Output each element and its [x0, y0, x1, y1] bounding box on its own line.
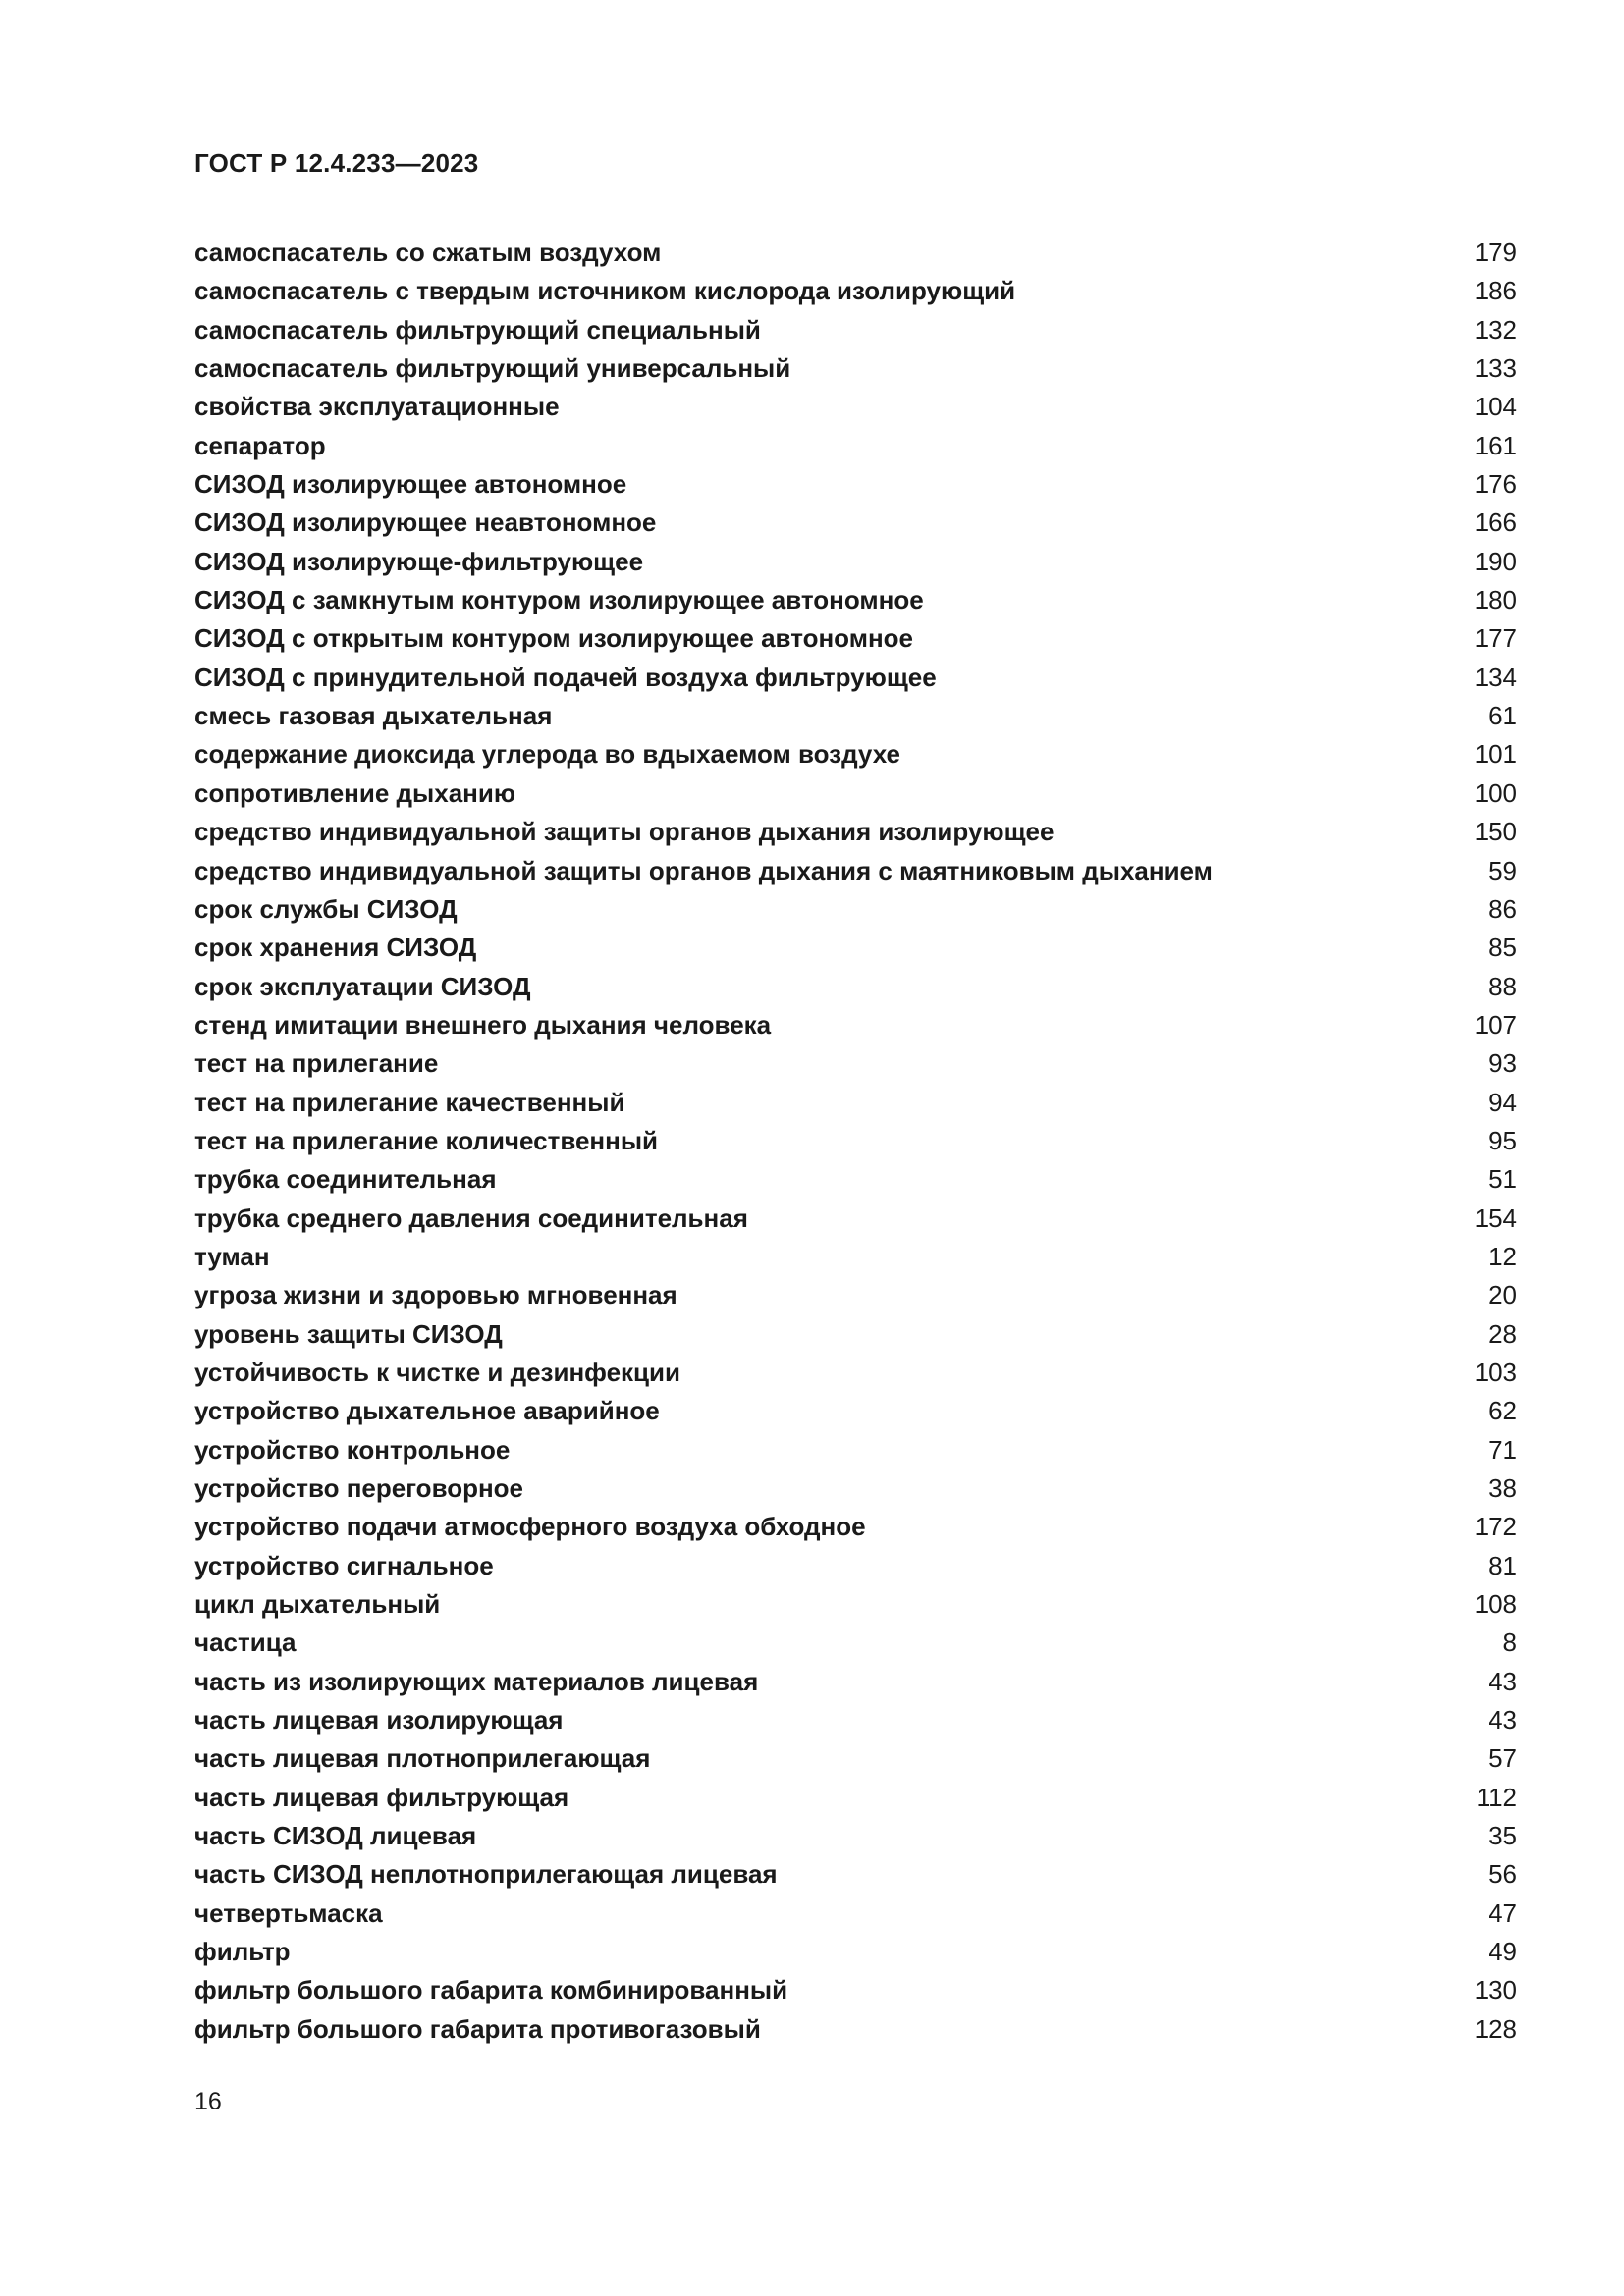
index-term: срок хранения СИЗОД [194, 933, 477, 963]
index-term-number: 38 [1489, 1473, 1517, 1503]
index-term: срок службы СИЗОД [194, 893, 458, 924]
index-term: устройство подачи атмосферного воздуха обходное [194, 1512, 866, 1542]
index-term-number: 176 [1474, 469, 1517, 500]
index-term: угроза жизни и здоровью мгновенная [194, 1280, 677, 1310]
index-term: средство индивидуальной защиты органов дыхания изолирующее [194, 817, 1055, 847]
index-term: СИЗОД с замкнутым контуром изолирующее автономное [194, 585, 924, 615]
index-term-number: 88 [1489, 971, 1517, 1001]
index-entry [194, 1508, 1517, 1546]
index-term: стенд имитации внешнего дыхания человека [194, 1009, 772, 1040]
index-term: часть лицевая фильтрующая [194, 1782, 569, 1812]
index-entry [194, 852, 1517, 890]
index-entry [194, 1122, 1517, 1160]
index-term: трубка среднего давления соединительная [194, 1202, 748, 1233]
index-term-number: 179 [1474, 238, 1517, 267]
index-term-number: 43 [1489, 1705, 1517, 1735]
index-term: туман [194, 1241, 270, 1271]
index-term-number: 100 [1474, 777, 1517, 808]
index-entry [194, 1624, 1517, 1662]
index-term: тест на прилегание количественный [194, 1125, 659, 1155]
index-entry [194, 1238, 1517, 1276]
index-term-number: 12 [1489, 1241, 1517, 1271]
index-term: часть лицевая плотноприлегающая [194, 1743, 651, 1774]
index-term: устройство сигнальное [194, 1550, 494, 1580]
index-term: часть СИЗОД неплотноприлегающая лицевая [194, 1859, 778, 1890]
index-entry [194, 1084, 1517, 1122]
index-entry [194, 1663, 1517, 1701]
index-entry [194, 968, 1517, 1006]
index-term: часть СИЗОД лицевая [194, 1821, 477, 1851]
index-term-number: 133 [1474, 353, 1517, 384]
index-entry [194, 504, 1517, 542]
page-header-standard-code: ГОСТ Р 12.4.233—2023 [194, 148, 479, 178]
index-term: СИЗОД изолирующее неавтономное [194, 507, 657, 538]
index-term-number: 186 [1474, 276, 1517, 306]
index-entry [194, 1392, 1517, 1430]
index-term-number: 81 [1489, 1550, 1517, 1580]
index-term-number: 172 [1474, 1512, 1517, 1542]
index-term: самоспасатель со сжатым воздухом [194, 238, 662, 267]
index-term-number: 107 [1474, 1009, 1517, 1040]
index-term: сепаратор [194, 430, 326, 460]
index-term-number: 94 [1489, 1087, 1517, 1117]
index-entry [194, 1469, 1517, 1508]
index-term: трубка соединительная [194, 1164, 497, 1195]
index-term: сопротивление дыханию [194, 777, 516, 808]
index-term: свойства эксплуатационные [194, 392, 560, 422]
index-term-number: 130 [1474, 1975, 1517, 2005]
index-term-number: 103 [1474, 1357, 1517, 1387]
index-term-number: 104 [1474, 392, 1517, 422]
index-entry [194, 581, 1517, 619]
index-term: устройство переговорное [194, 1473, 524, 1503]
index-entry [194, 1933, 1517, 1971]
index-term-number: 61 [1489, 701, 1517, 731]
index-term: содержание диоксида углерода во вдыхаемом воздухе [194, 739, 900, 770]
index-term: часть из изолирующих материалов лицевая [194, 1666, 759, 1696]
index-entry [194, 659, 1517, 697]
index-term-number: 8 [1502, 1628, 1517, 1658]
index-entry [194, 1971, 1517, 2009]
index-term-number: 85 [1489, 933, 1517, 963]
index-term-number: 177 [1474, 623, 1517, 654]
index-term-number: 49 [1489, 1937, 1517, 1967]
index-term-number: 71 [1489, 1434, 1517, 1465]
index-entry [194, 890, 1517, 929]
index-entry [194, 543, 1517, 581]
index-term-number: 20 [1489, 1280, 1517, 1310]
index-term: четвертьмаска [194, 1897, 383, 1928]
index-term-number: 28 [1489, 1318, 1517, 1349]
index-term-number: 134 [1474, 662, 1517, 692]
index-term-number: 132 [1474, 314, 1517, 345]
index-entry [194, 1855, 1517, 1894]
index-entry [194, 774, 1517, 813]
alphabetical-index-list [194, 234, 1517, 2049]
index-entry [194, 1431, 1517, 1469]
index-term: СИЗОД с принудительной подачей воздуха фильтрующее [194, 662, 937, 692]
index-entry [194, 1276, 1517, 1314]
index-entry [194, 2010, 1517, 2049]
index-entry [194, 349, 1517, 388]
index-term: часть лицевая изолирующая [194, 1705, 564, 1735]
index-entry [194, 1044, 1517, 1083]
index-term: устойчивость к чистке и дезинфекции [194, 1357, 681, 1387]
index-term-number: 154 [1474, 1202, 1517, 1233]
index-entry [194, 1585, 1517, 1624]
index-term: самоспасатель фильтрующий универсальный [194, 353, 791, 384]
index-term: самоспасатель с твердым источником кислорода изолирующий [194, 276, 1016, 306]
page-number: 16 [194, 2088, 222, 2115]
index-term: смесь газовая дыхательная [194, 701, 553, 731]
index-term-number: 190 [1474, 546, 1517, 576]
index-entry [194, 1006, 1517, 1044]
index-term: фильтр [194, 1937, 291, 1967]
index-term-number: 166 [1474, 507, 1517, 538]
index-term: СИЗОД с открытым контуром изолирующее автономное [194, 623, 913, 654]
index-term-number: 56 [1489, 1859, 1517, 1890]
index-entry [194, 1200, 1517, 1238]
index-term-number: 93 [1489, 1048, 1517, 1079]
index-term-number: 112 [1476, 1782, 1517, 1812]
index-term: тест на прилегание [194, 1048, 439, 1079]
index-term-number: 62 [1489, 1396, 1517, 1426]
index-entry [194, 465, 1517, 504]
index-entry [194, 1547, 1517, 1585]
index-entry [194, 1315, 1517, 1354]
index-term: СИЗОД изолирующе-фильтрующее [194, 546, 644, 576]
index-term: тест на прилегание качественный [194, 1087, 625, 1117]
index-entry [194, 1160, 1517, 1199]
index-term-number: 108 [1474, 1589, 1517, 1620]
index-term-number: 57 [1489, 1743, 1517, 1774]
index-entry [194, 234, 1517, 272]
index-term: фильтр большого габарита противогазовый [194, 2013, 761, 2044]
index-term: уровень защиты СИЗОД [194, 1318, 503, 1349]
index-term-number: 95 [1489, 1125, 1517, 1155]
index-term-number: 86 [1489, 893, 1517, 924]
index-entry [194, 813, 1517, 851]
index-entry [194, 1701, 1517, 1739]
index-term-number: 59 [1489, 855, 1517, 885]
index-entry [194, 427, 1517, 465]
index-term: цикл дыхательный [194, 1589, 441, 1620]
index-entry [194, 1739, 1517, 1778]
index-entry [194, 929, 1517, 967]
index-term-number: 128 [1474, 2013, 1517, 2044]
index-term: самоспасатель фильтрующий специальный [194, 314, 761, 345]
index-entry [194, 735, 1517, 774]
index-term: устройство дыхательное аварийное [194, 1396, 660, 1426]
index-term: СИЗОД изолирующее автономное [194, 469, 627, 500]
index-entry [194, 388, 1517, 426]
index-term: частица [194, 1628, 297, 1658]
index-term-number: 180 [1474, 585, 1517, 615]
index-term: срок эксплуатации СИЗОД [194, 971, 531, 1001]
index-entry [194, 619, 1517, 658]
index-term: средство индивидуальной защиты органов дыхания с маятниковым дыханием [194, 855, 1213, 885]
index-term: фильтр большого габарита комбинированный [194, 1975, 788, 2005]
index-term-number: 35 [1489, 1821, 1517, 1851]
index-term-number: 43 [1489, 1666, 1517, 1696]
index-term-number: 51 [1489, 1164, 1517, 1195]
index-entry [194, 1817, 1517, 1855]
index-term-number: 150 [1474, 817, 1517, 847]
index-entry [194, 311, 1517, 349]
index-term-number: 161 [1474, 430, 1517, 460]
index-entry [194, 697, 1517, 735]
index-entry [194, 1354, 1517, 1392]
index-term-number: 47 [1489, 1897, 1517, 1928]
index-entry [194, 272, 1517, 310]
index-term: устройство контрольное [194, 1434, 511, 1465]
index-term-number: 101 [1474, 739, 1517, 770]
index-entry [194, 1779, 1517, 1817]
index-entry [194, 1895, 1517, 1933]
